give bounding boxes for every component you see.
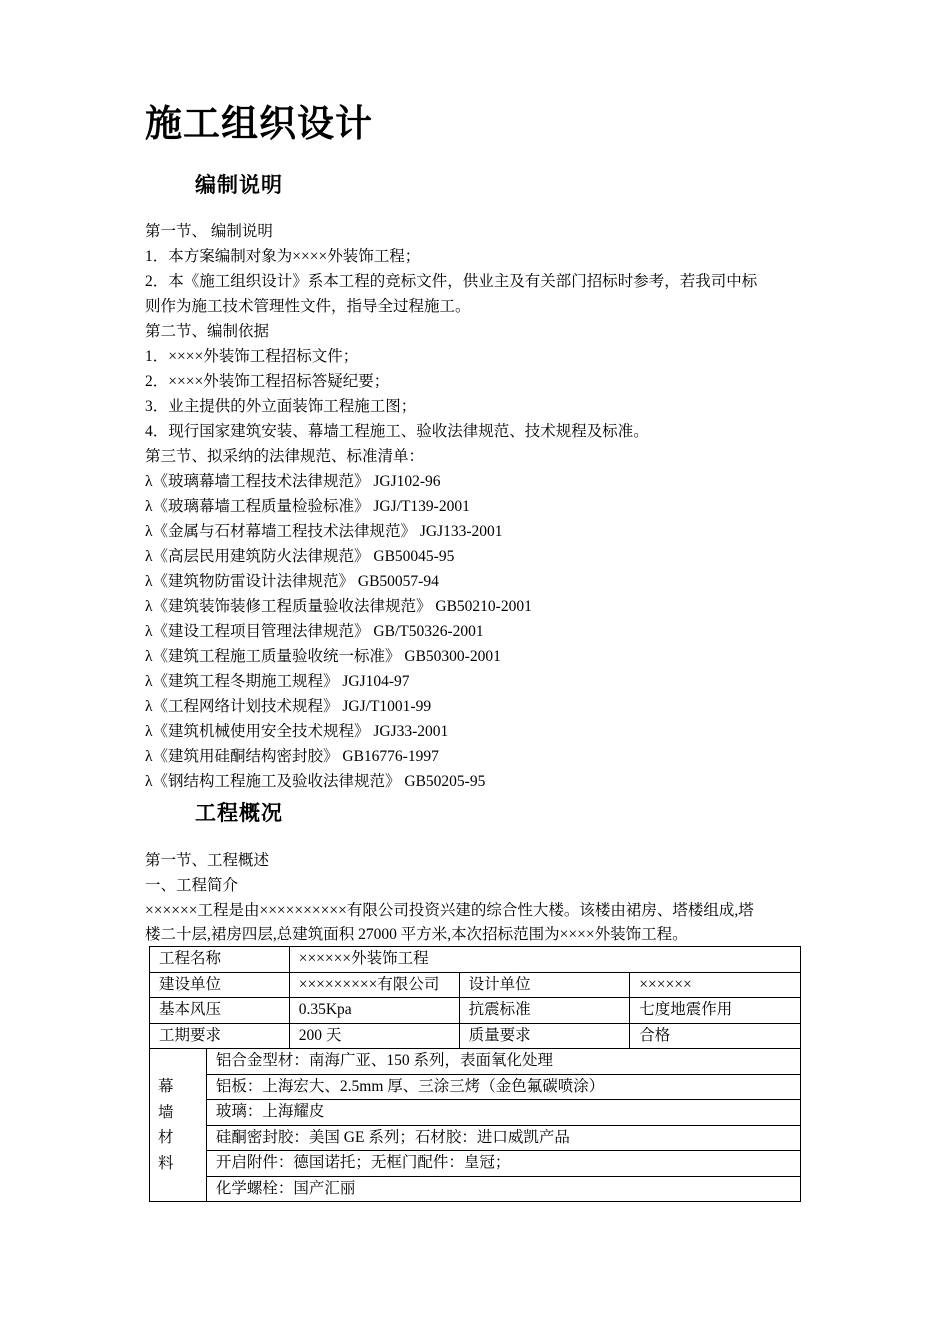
- standard-item: λ《建筑物防雷设计法律规范》 GB50057-94: [145, 573, 439, 590]
- material-item: 化学螺栓：国产汇丽: [206, 1176, 800, 1202]
- standard-item: λ《建设工程项目管理法律规范》 GB/T50326-2001: [145, 623, 484, 640]
- table-row: [150, 1151, 801, 1177]
- standard-item: λ《玻璃幕墙工程质量检验标准》 JGJ/T139-2001: [145, 498, 470, 515]
- material-item: 开启附件：德国诺托；无框门配件：皇冠；: [206, 1151, 800, 1177]
- project-name-label: 工程名称: [150, 947, 290, 973]
- table-row: [150, 1100, 801, 1126]
- standard-item: λ《玻璃幕墙工程技术法律规范》 JGJ102-96: [145, 473, 441, 490]
- standard-item: λ《工程网络计划技术规程》 JGJ/T1001-99: [145, 698, 432, 715]
- standard-item: λ《建筑工程冬期施工规程》 JGJ104-97: [145, 673, 410, 690]
- standard-item: λ《钢结构工程施工及验收法律规范》 GB50205-95: [145, 773, 486, 790]
- material-item: 铝合金型材：南海广亚、150 系列，表面氧化处理: [206, 1049, 800, 1075]
- table-row: [150, 1049, 801, 1075]
- material-item: 铝板：上海宏大、2.5mm 厚、三涂三烤（金色氟碳喷涂）: [206, 1074, 800, 1100]
- material-item: 玻璃：上海耀皮: [206, 1100, 800, 1126]
- text-line: 第一节、 编制说明: [145, 223, 273, 240]
- text-line: 2．本《施工组织设计》系本工程的竞标文件，供业主及有关部门招标时参考，若我司中标: [145, 273, 758, 290]
- designer-label: 设计单位: [459, 972, 630, 998]
- period-value: 200 天: [289, 1023, 459, 1049]
- text-line: ××××××工程是由××××××××××有限公司投资兴建的综合性大楼。该楼由裙房、塔楼组成,塔: [145, 902, 754, 919]
- text-line: 一、工程简介: [145, 877, 239, 894]
- text-line: 第二节、编制依据: [145, 323, 270, 340]
- builder-value: ×××××××××有限公司: [289, 972, 459, 998]
- table-row: [150, 1074, 801, 1100]
- wind-pressure-value: 0.35Kpa: [289, 998, 459, 1024]
- document-title: 施工组织设计: [145, 104, 373, 145]
- project-info-table: [149, 946, 801, 1202]
- standard-item: λ《建筑装饰装修工程质量验收法律规范》 GB50210-2001: [145, 598, 532, 615]
- standard-item: λ《高层民用建筑防火法律规范》 GB50045-95: [145, 548, 455, 565]
- table-row: [150, 1176, 801, 1202]
- table-row: [150, 947, 801, 973]
- material-item: 硅酮密封胶：美国 GE 系列；石材胶：进口威凯产品: [206, 1125, 800, 1151]
- text-line: 第三节、拟采纳的法律规范、标准清单：: [145, 448, 425, 465]
- materials-label-char: 料: [158, 1154, 174, 1172]
- text-line: 1．××××外装饰工程招标文件；: [145, 348, 359, 365]
- period-label: 工期要求: [150, 1023, 290, 1049]
- quality-label: 质量要求: [459, 1023, 630, 1049]
- text-line: 楼二十层,裙房四层,总建筑面积 27000 平方米,本次招标范围为××××外装饰工程。: [145, 926, 688, 943]
- standard-item: λ《建筑机械使用安全技术规程》 JGJ33-2001: [145, 723, 449, 740]
- quality-value: 合格: [630, 1023, 801, 1049]
- table-row: [150, 972, 801, 998]
- text-line: 1．本方案编制对象为××××外装饰工程；: [145, 248, 421, 265]
- standard-item: λ《金属与石材幕墙工程技术法律规范》 JGJ133-2001: [145, 523, 503, 540]
- seismic-label: 抗震标准: [459, 998, 630, 1024]
- text-line: 第一节、工程概述: [145, 852, 270, 869]
- standard-item: λ《建筑用硅酮结构密封胶》 GB16776-1997: [145, 748, 439, 765]
- table-row: [150, 998, 801, 1024]
- materials-label-char: 材: [158, 1129, 174, 1146]
- text-line: 2．××××外装饰工程招标答疑纪要；: [145, 373, 390, 390]
- builder-label: 建设单位: [150, 972, 290, 998]
- materials-label-char: 幕: [158, 1078, 174, 1095]
- section-heading-overview: 工程概况: [195, 801, 283, 825]
- text-line: 4．现行国家建筑安装、幕墙工程施工、验收法律规范、技术规程及标准。: [145, 423, 649, 440]
- text-line: 3．业主提供的外立面装饰工程施工图；: [145, 398, 417, 415]
- wind-pressure-label: 基本风压: [150, 998, 290, 1024]
- project-name-value: ××××××外装饰工程: [289, 947, 800, 973]
- seismic-value: 七度地震作用: [630, 998, 801, 1024]
- designer-value: ××××××: [630, 972, 801, 998]
- curtain-wall-materials-label: [150, 1049, 207, 1202]
- table-row: [150, 1023, 801, 1049]
- table-row: [150, 1125, 801, 1151]
- materials-label-char: 墙: [158, 1103, 174, 1121]
- section-heading-compilation: 编制说明: [195, 173, 283, 197]
- text-line: 则作为施工技术管理性文件，指导全过程施工。: [145, 298, 471, 315]
- standard-item: λ《建筑工程施工质量验收统一标准》 GB50300-2001: [145, 648, 501, 665]
